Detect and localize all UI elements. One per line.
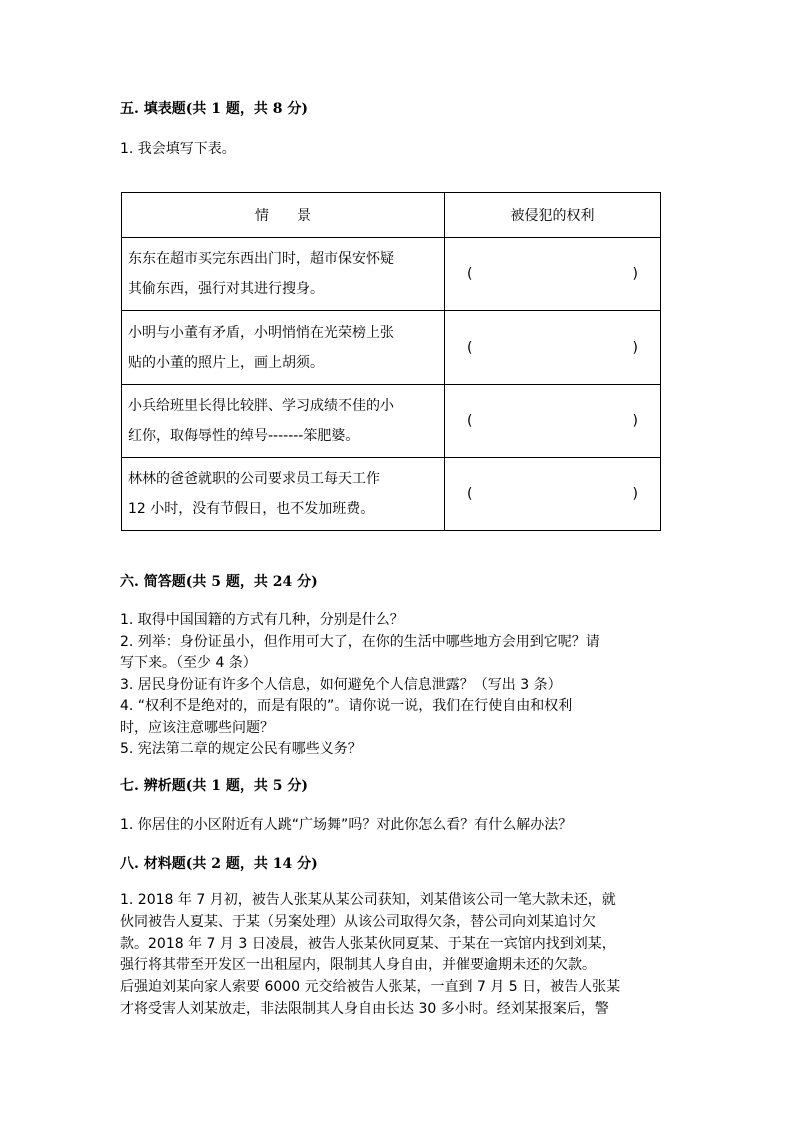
section5-question-1: 1. 我会填写下表。 <box>120 141 236 157</box>
scene-line-2: 红你，取侮辱性的绰号-------笨肥婆。 <box>128 428 360 444</box>
section7-question-1: 1. 你居住的小区附近有人跳“广场舞”吗？对此你怎么看？有什么解办法？ <box>120 817 573 833</box>
paren-close: ) <box>632 486 638 502</box>
paren-close: ) <box>632 413 638 429</box>
section6-questions <box>120 610 660 761</box>
scene-cell <box>122 238 445 311</box>
scene-line-1: 小兵给班里长得比较胖、学习成绩不佳的小 <box>128 398 394 414</box>
paren-close: ) <box>632 266 638 282</box>
rights-table <box>121 192 661 531</box>
answer-cell[interactable] <box>445 458 661 531</box>
paren-open: ( <box>467 339 473 356</box>
question-line: 1. 取得中国国籍的方式有几种，分别是什么？ <box>120 612 404 628</box>
table-row <box>122 238 661 311</box>
section8-material <box>120 890 660 1021</box>
answer-cell[interactable] <box>445 238 661 311</box>
scene-cell <box>122 458 445 531</box>
table-row <box>122 385 661 458</box>
scene-line-1: 小明与小董有矛盾，小明悄悄在光荣榜上张 <box>128 324 394 341</box>
section6-heading: 六. 简答题(共 5 题，共 24 分) <box>120 574 318 590</box>
material-line: 款。2018 年 7 月 3 日凌晨，被告人张某伙同夏某、于某在一宾馆内找到刘某， <box>120 935 616 952</box>
scene-line-1: 林林的爸爸就职的公司要求员工每天工作 <box>128 471 380 487</box>
table-row <box>122 458 661 531</box>
paren-open: ( <box>467 486 473 502</box>
answer-cell[interactable] <box>445 385 661 458</box>
table-row <box>122 311 661 385</box>
material-line: 强行将其带至开发区一出租屋内，限制其人身自由，并催要逾期未还的欠款。 <box>120 957 596 974</box>
col-scene-header: 情 景 <box>122 193 445 238</box>
scene-line-2: 12 小时，没有节假日，也不发加班费。 <box>128 501 375 517</box>
material-line: 1. 2018 年 7 月初，被告人张某从某公司获知，刘某借该公司一笔大款未还，就 <box>120 892 616 908</box>
section5-heading: 五. 填表题(共 1 题，共 8 分) <box>120 101 308 117</box>
answer-cell[interactable] <box>445 311 661 385</box>
scene-line-2: 其偷东西，强行对其进行搜身。 <box>128 281 324 297</box>
section8-heading: 八. 材料题(共 2 题，共 14 分) <box>120 856 318 872</box>
question-line: 3. 居民身份证有许多个人信息，如何避免个人信息泄露？（写出 3 条） <box>120 676 562 693</box>
scene-line-1: 东东在超市买完东西出门时，超市保安怀疑 <box>128 251 394 267</box>
col-rights-header: 被侵犯的权利 <box>445 193 661 238</box>
material-line: 伙同被告人夏某、于某（另案处理）从该公司取得欠条，替公司向刘某追讨欠 <box>120 913 596 930</box>
section7-heading: 七. 辨析题(共 1 题，共 5 分) <box>120 778 308 794</box>
material-line: 后强迫刘某向家人索要 6000 元交给被告人张某，一直到 7 月 5 日，被告人张某 <box>120 979 621 996</box>
paren-open: ( <box>467 266 473 282</box>
scene-line-2: 贴的小董的照片上，画上胡须。 <box>128 354 324 371</box>
question-line: 时，应该注意哪些问题？ <box>120 719 274 736</box>
paren-close: ) <box>632 339 638 356</box>
table-header-row <box>122 193 661 238</box>
question-line: 2. 列举：身份证虽小，但作用可大了，在你的生活中哪些地方会用到它呢？请 <box>120 633 600 650</box>
question-line: 5. 宪法第二章的规定公民有哪些义务？ <box>120 741 362 757</box>
scene-cell <box>122 311 445 385</box>
paren-open: ( <box>467 413 473 429</box>
question-line: 4. “权利不是绝对的，而是有限的”。请你说一说，我们在行使自由和权利 <box>120 698 573 714</box>
question-line: 写下来。（至少 4 条） <box>120 655 257 671</box>
material-line: 才将受害人刘某放走，非法限制其人身自由长达 30 多小时。经刘某报案后，警 <box>120 1000 609 1017</box>
scene-cell <box>122 385 445 458</box>
